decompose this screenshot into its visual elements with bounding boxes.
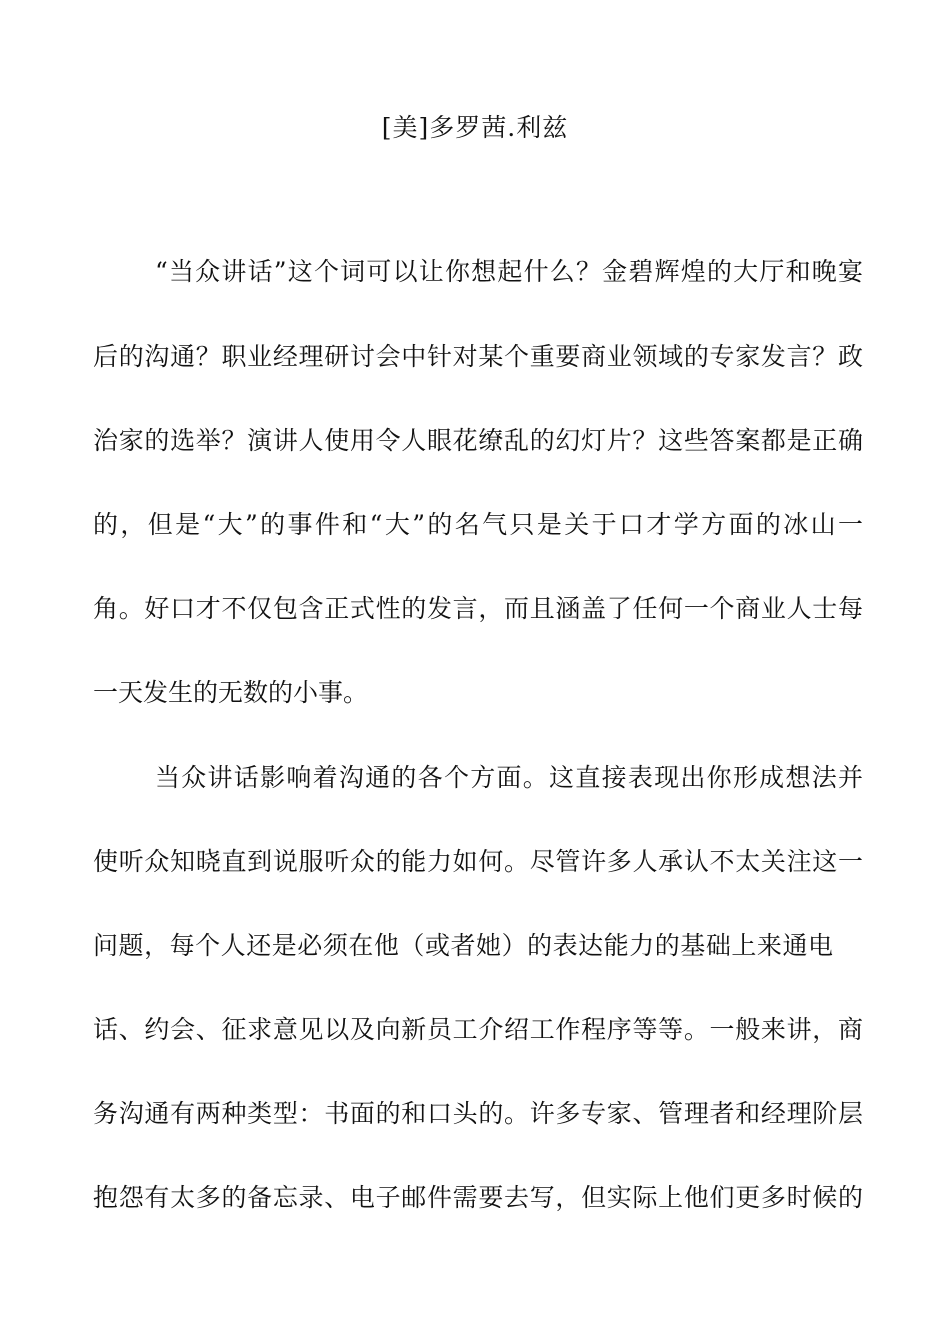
paragraph-1-line-3: 治家的选举？演讲人使用令人眼花缭乱的幻灯片？这些答案都是正确 bbox=[93, 426, 863, 455]
paragraph-2-line-5: 务沟通有两种类型：书面的和口头的。许多专家、管理者和经理阶层 bbox=[93, 1099, 863, 1128]
paragraph-1-line-4: 的，但是“大”的事件和“大”的名气只是关于口才学方面的冰山一 bbox=[93, 510, 863, 539]
author-line: [美]多罗茜.利兹 bbox=[381, 113, 569, 142]
paragraph-1-line-6: 一天发生的无数的小事。 bbox=[93, 678, 369, 707]
paragraph-2-line-6: 抱怨有太多的备忘录、电子邮件需要去写，但实际上他们更多时候的 bbox=[93, 1183, 863, 1212]
paragraph-2-line-1: 当众讲话影响着沟通的各个方面。这直接表现出你形成想法并 bbox=[155, 763, 863, 792]
paragraph-2-line-2: 使听众知晓直到说服听众的能力如何。尽管许多人承认不太关注这一 bbox=[93, 847, 863, 876]
paragraph-1-line-1: “当众讲话”这个词可以让你想起什么？金碧辉煌的大厅和晚宴 bbox=[155, 257, 863, 286]
paragraph-2-line-4: 话、约会、征求意见以及向新员工介绍工作程序等等。一般来讲，商 bbox=[93, 1015, 863, 1044]
paragraph-2-line-3: 问题，每个人还是必须在他（或者她）的表达能力的基础上来通电 bbox=[93, 931, 833, 960]
paragraph-1-line-2: 后的沟通？职业经理研讨会中针对某个重要商业领域的专家发言？政 bbox=[93, 342, 863, 371]
paragraph-1-line-5: 角。好口才不仅包含正式性的发言，而且涵盖了任何一个商业人士每 bbox=[93, 594, 863, 623]
